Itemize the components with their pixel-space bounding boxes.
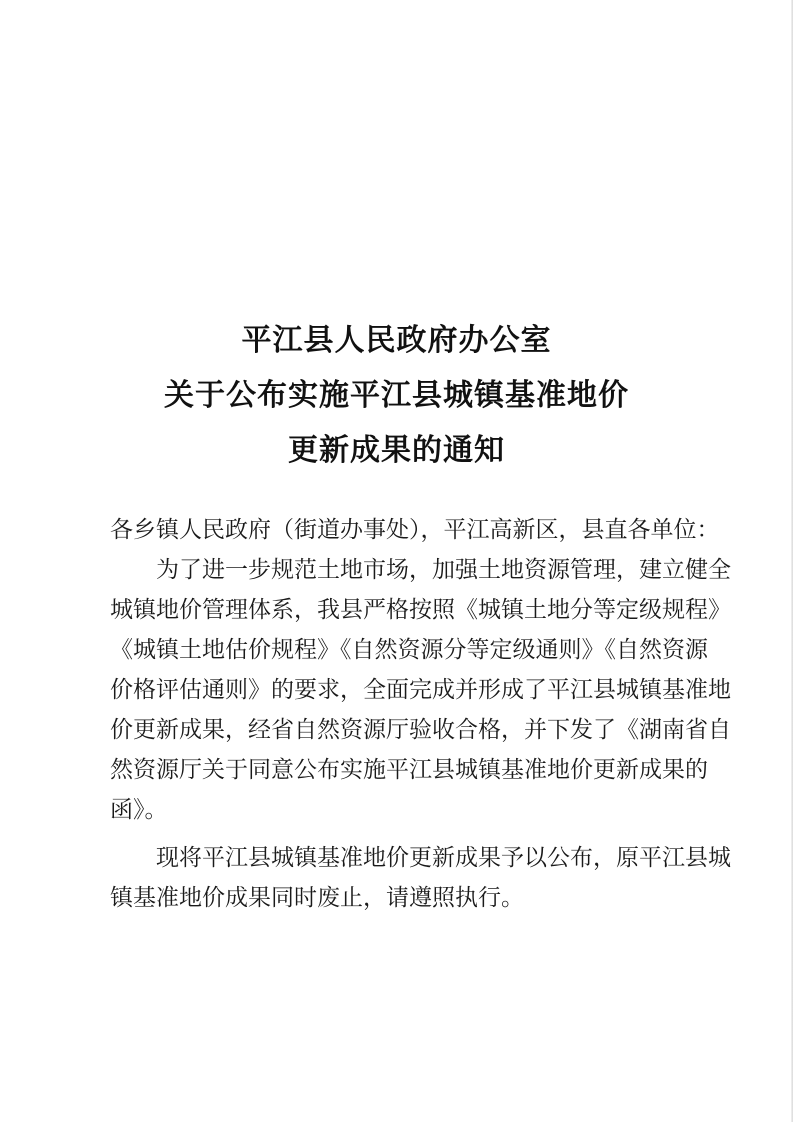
paragraph-1 <box>110 550 731 830</box>
paragraph-line: 然资源厅关于同意公布实施平江县城镇基准地价更新成果的 <box>110 757 708 783</box>
paragraph-line: 现将平江县城镇基准地价更新成果予以公布，原平江县城 <box>156 845 731 871</box>
salutation: 各乡镇人民政府（街道办事处），平江高新区，县直各单位： <box>110 517 720 543</box>
paragraph-line: 函》。 <box>110 797 168 823</box>
paragraph-line: 《城镇土地估价规程》《自然资源分等定级通则》《自然资源 <box>110 637 708 663</box>
paragraph-line: 城镇地价管理体系，我县严格按照《城镇土地分等定级规程》 <box>110 597 731 623</box>
document-body <box>110 510 731 918</box>
paragraph-2 <box>110 838 731 918</box>
document-title <box>0 313 793 478</box>
paragraph-line: 价格评估通则》的要求，全面完成并形成了平江县城镇基准地 <box>110 677 731 703</box>
title-line-1: 平江县人民政府办公室 <box>241 323 552 358</box>
paragraph-gap <box>110 830 692 838</box>
title-line-3: 更新成果的通知 <box>288 433 505 468</box>
paragraph-line: 为了进一步规范土地市场，加强土地资源管理，建立健全 <box>156 557 731 583</box>
paragraph-line: 价更新成果，经省自然资源厅验收合格，并下发了《湖南省自 <box>110 717 731 743</box>
paragraph-line: 镇基准地价成果同时废止，请遵照执行。 <box>110 885 524 911</box>
title-line-2: 关于公布实施平江县城镇基准地价 <box>164 378 629 413</box>
